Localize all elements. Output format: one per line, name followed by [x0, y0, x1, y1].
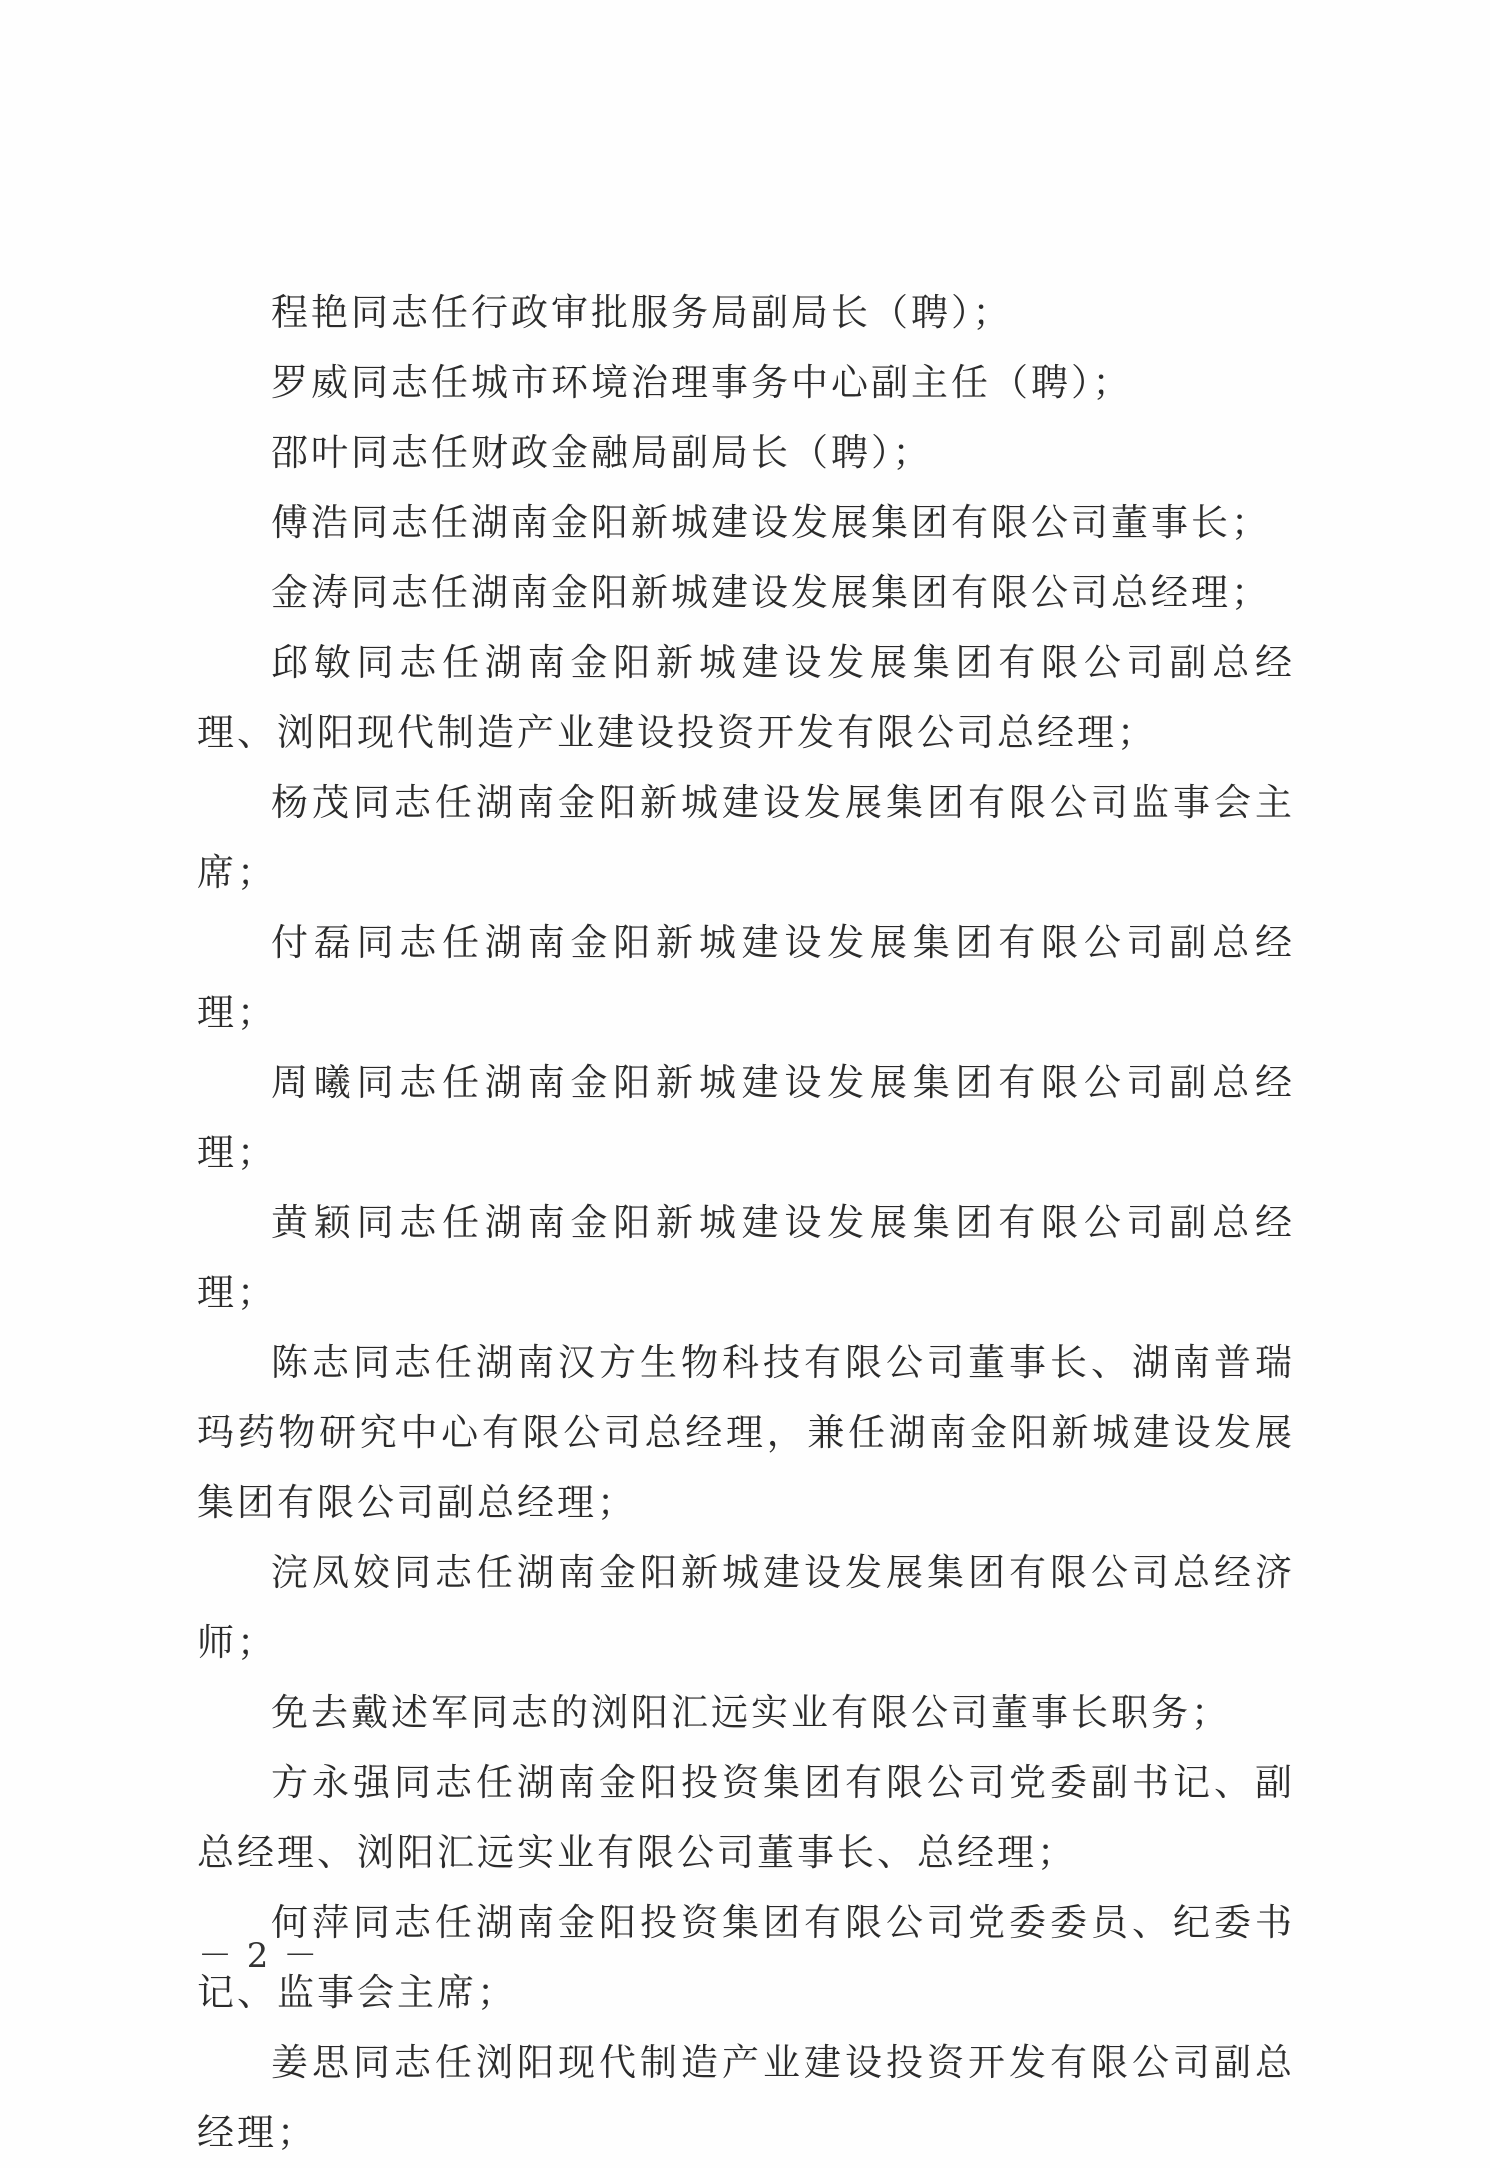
appointment-paragraph: 金涛同志任湖南金阳新城建设发展集团有限公司总经理；	[271, 571, 1271, 614]
appointment-paragraph: 黄颖同志任湖南金阳新城建设发展集团有限公司副总经理；	[197, 1201, 1295, 1314]
appointment-paragraph: 杨茂同志任湖南金阳新城建设发展集团有限公司监事会主席；	[197, 781, 1295, 894]
appointment-paragraph: 陈志同志任湖南汉方生物科技有限公司董事长、湖南普瑞玛药物研究中心有限公司总经理，兼任湖南金阳新城建设发展集团有限公司副总经理；	[197, 1341, 1295, 1524]
appointment-paragraph: 程艳同志任行政审批服务局副局长（聘）；	[271, 291, 1013, 334]
appointment-paragraph: 付磊同志任湖南金阳新城建设发展集团有限公司副总经理；	[197, 921, 1295, 1034]
appointment-paragraph: 周曦同志任湖南金阳新城建设发展集团有限公司副总经理；	[197, 1061, 1295, 1174]
appointment-paragraph: 方永强同志任湖南金阳投资集团有限公司党委副书记、副总经理、浏阳汇远实业有限公司董事长、总经理；	[197, 1761, 1295, 1874]
appointment-paragraph: 傅浩同志任湖南金阳新城建设发展集团有限公司董事长；	[271, 501, 1271, 544]
dismissal-paragraph: 免去戴述军同志的浏阳汇远实业有限公司董事长职务；	[271, 1691, 1231, 1734]
page-number: － 2 －	[198, 1936, 320, 1976]
appointment-paragraph: 邱敏同志任湖南金阳新城建设发展集团有限公司副总经理、浏阳现代制造产业建设投资开发有限公司总经理；	[197, 641, 1295, 754]
document-body	[197, 278, 1295, 2168]
appointment-paragraph: 姜思同志任浏阳现代制造产业建设投资开发有限公司副总经理；	[197, 2041, 1295, 2154]
appointment-paragraph: 何萍同志任湖南金阳投资集团有限公司党委委员、纪委书记、监事会主席；	[197, 1901, 1295, 2014]
appointment-paragraph: 罗威同志任城市环境治理事务中心副主任（聘）；	[271, 361, 1133, 404]
appointment-paragraph: 邵叶同志任财政金融局副局长（聘）；	[271, 431, 933, 474]
appointment-paragraph: 浣凤姣同志任湖南金阳新城建设发展集团有限公司总经济师；	[197, 1551, 1295, 1664]
